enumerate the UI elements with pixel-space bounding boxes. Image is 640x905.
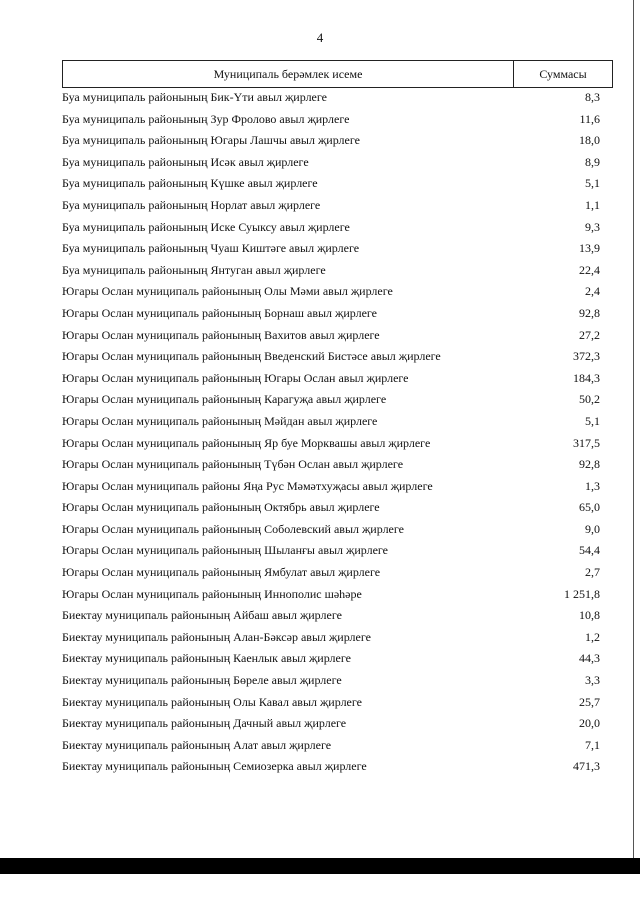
row-name: Югары Ослан муниципаль районы Яңа Рус Мәмәтхуҗасы авыл җирлеге (62, 478, 433, 493)
table-row (62, 260, 600, 282)
row-sum: 92,8 (579, 305, 600, 320)
table-row (62, 713, 600, 735)
row-sum: 11,6 (579, 111, 600, 126)
table-row (62, 497, 600, 519)
table-row (62, 109, 600, 131)
table-row (62, 519, 600, 541)
table-row (62, 433, 600, 455)
row-sum: 8,9 (585, 154, 600, 169)
row-sum: 317,5 (573, 435, 600, 450)
row-name: Югары Ослан муниципаль районының Соболевский авыл җирлеге (62, 521, 404, 536)
row-sum: 20,0 (579, 716, 600, 731)
row-sum: 9,3 (585, 219, 600, 234)
row-sum: 5,1 (585, 413, 600, 428)
row-sum: 13,9 (579, 241, 600, 256)
row-name: Югары Ослан муниципаль районының Ямбулат авыл җирлеге (62, 565, 381, 580)
row-name: Югары Ослан муниципаль районының Иннополис шәһәре (62, 586, 362, 601)
table-row (62, 87, 600, 109)
table-row (62, 648, 600, 670)
row-sum: 3,3 (585, 673, 600, 688)
row-name: Буа муниципаль районының Чуаш Киштәге авыл җирлеге (62, 241, 360, 256)
row-name: Югары Ослан муниципаль районының Шыланғы авыл җирлеге (62, 543, 388, 558)
row-sum: 65,0 (579, 500, 600, 515)
table-row (62, 195, 600, 217)
table-row (62, 735, 600, 757)
table-header (62, 60, 613, 88)
row-sum: 54,4 (579, 543, 600, 558)
table-row (62, 217, 600, 239)
table-row (62, 670, 600, 692)
table-row (62, 152, 600, 174)
row-name: Югары Ослан муниципаль районының Вахитов авыл җирлеге (62, 327, 380, 342)
row-name: Югары Ослан муниципаль районының Введенский Бистәсе авыл җирлеге (62, 349, 441, 364)
row-sum: 372,3 (573, 349, 600, 364)
table-row (62, 238, 600, 260)
table-row (62, 411, 600, 433)
column-header-name: Муниципаль берәмлек исеме (63, 61, 514, 87)
scan-edge-line (633, 0, 634, 858)
row-name: Биектау муниципаль районының Алат авыл җирлеге (62, 737, 332, 752)
table-row (62, 281, 600, 303)
row-name: Буа муниципаль районының Иске Суыксу авыл җирлеге (62, 219, 350, 234)
table-row (62, 303, 600, 325)
row-name: Буа муниципаль районының Исәк авыл җирлеге (62, 154, 309, 169)
row-name: Биектау муниципаль районының Олы Кавал авыл җирлеге (62, 694, 362, 709)
row-name: Буа муниципаль районының Күшке авыл җирлеге (62, 176, 318, 191)
page-number: 4 (316, 30, 324, 45)
row-sum: 8,3 (585, 90, 600, 104)
row-sum: 22,4 (579, 262, 600, 277)
row-sum: 2,7 (585, 565, 600, 580)
table-row (62, 325, 600, 347)
row-name: Буа муниципаль районының Югары Лашчы авыл җирлеге (62, 133, 360, 148)
table-row (62, 389, 600, 411)
table-body (62, 87, 600, 778)
row-name: Биектау муниципаль районының Семиозерка авыл җирлеге (62, 759, 367, 774)
row-sum: 44,3 (579, 651, 600, 666)
row-name: Буа муниципаль районының Янтуган авыл җирлеге (62, 262, 326, 277)
row-name: Буа муниципаль районының Норлат авыл җирлеге (62, 197, 321, 212)
row-name: Биектау муниципаль районының Каенлык авыл җирлеге (62, 651, 351, 666)
row-sum: 5,1 (585, 176, 600, 191)
table-row (62, 692, 600, 714)
table-row (62, 454, 600, 476)
row-sum: 1,1 (585, 197, 600, 212)
row-name: Биектау муниципаль районының Айбаш авыл җирлеге (62, 608, 342, 623)
row-name: Буа муниципаль районының Зур Фролово авыл җирлеге (62, 111, 350, 126)
row-sum: 471,3 (573, 759, 600, 774)
row-sum: 1,2 (585, 629, 600, 644)
table-row (62, 130, 600, 152)
row-name: Югары Ослан муниципаль районының Мәйдан авыл җирлеге (62, 413, 378, 428)
row-sum: 1 251,8 (564, 586, 600, 601)
row-name: Югары Ослан муниципаль районының Яр буе Морквашы авыл җирлеге (62, 435, 431, 450)
row-sum: 18,0 (579, 133, 600, 148)
table-row (62, 584, 600, 606)
row-sum: 7,1 (585, 737, 600, 752)
table-row (62, 346, 600, 368)
scan-bottom-bar (0, 858, 640, 874)
table-row (62, 756, 600, 778)
row-name: Биектау муниципаль районының Алан-Бәксәр авыл җирлеге (62, 629, 371, 644)
row-sum: 27,2 (579, 327, 600, 342)
row-sum: 9,0 (585, 521, 600, 536)
table-row (62, 476, 600, 498)
column-header-sum: Суммасы (539, 67, 587, 81)
row-name: Югары Ослан муниципаль районының Октябрь авыл җирлеге (62, 500, 380, 515)
row-name: Буа муниципаль районының Бик-Үти авыл җирлеге (62, 90, 327, 104)
table-row (62, 540, 600, 562)
row-sum: 50,2 (579, 392, 600, 407)
table-row (62, 173, 600, 195)
row-sum: 92,8 (579, 457, 600, 472)
row-name: Югары Ослан муниципаль районының Олы Мәми авыл җирлеге (62, 284, 393, 299)
row-name: Югары Ослан муниципаль районының Борнаш авыл җирлеге (62, 305, 377, 320)
row-name: Югары Ослан муниципаль районының Югары Ослан авыл җирлеге (62, 370, 409, 385)
table-row (62, 605, 600, 627)
table-row (62, 562, 600, 584)
row-sum: 2,4 (585, 284, 600, 299)
row-sum: 25,7 (579, 694, 600, 709)
table-row (62, 627, 600, 649)
row-name: Югары Ослан муниципаль районының Карагуҗа авыл җирлеге (62, 392, 387, 407)
table-row (62, 368, 600, 390)
row-name: Югары Ослан муниципаль районының Түбән Ослан авыл җирлеге (62, 457, 404, 472)
row-sum: 1,3 (585, 478, 600, 493)
row-name: Биектау муниципаль районының Дачный авыл җирлеге (62, 716, 347, 731)
row-name: Биектау муниципаль районының Бөреле авыл җирлеге (62, 673, 342, 688)
row-sum: 10,8 (579, 608, 600, 623)
row-sum: 184,3 (573, 370, 600, 385)
